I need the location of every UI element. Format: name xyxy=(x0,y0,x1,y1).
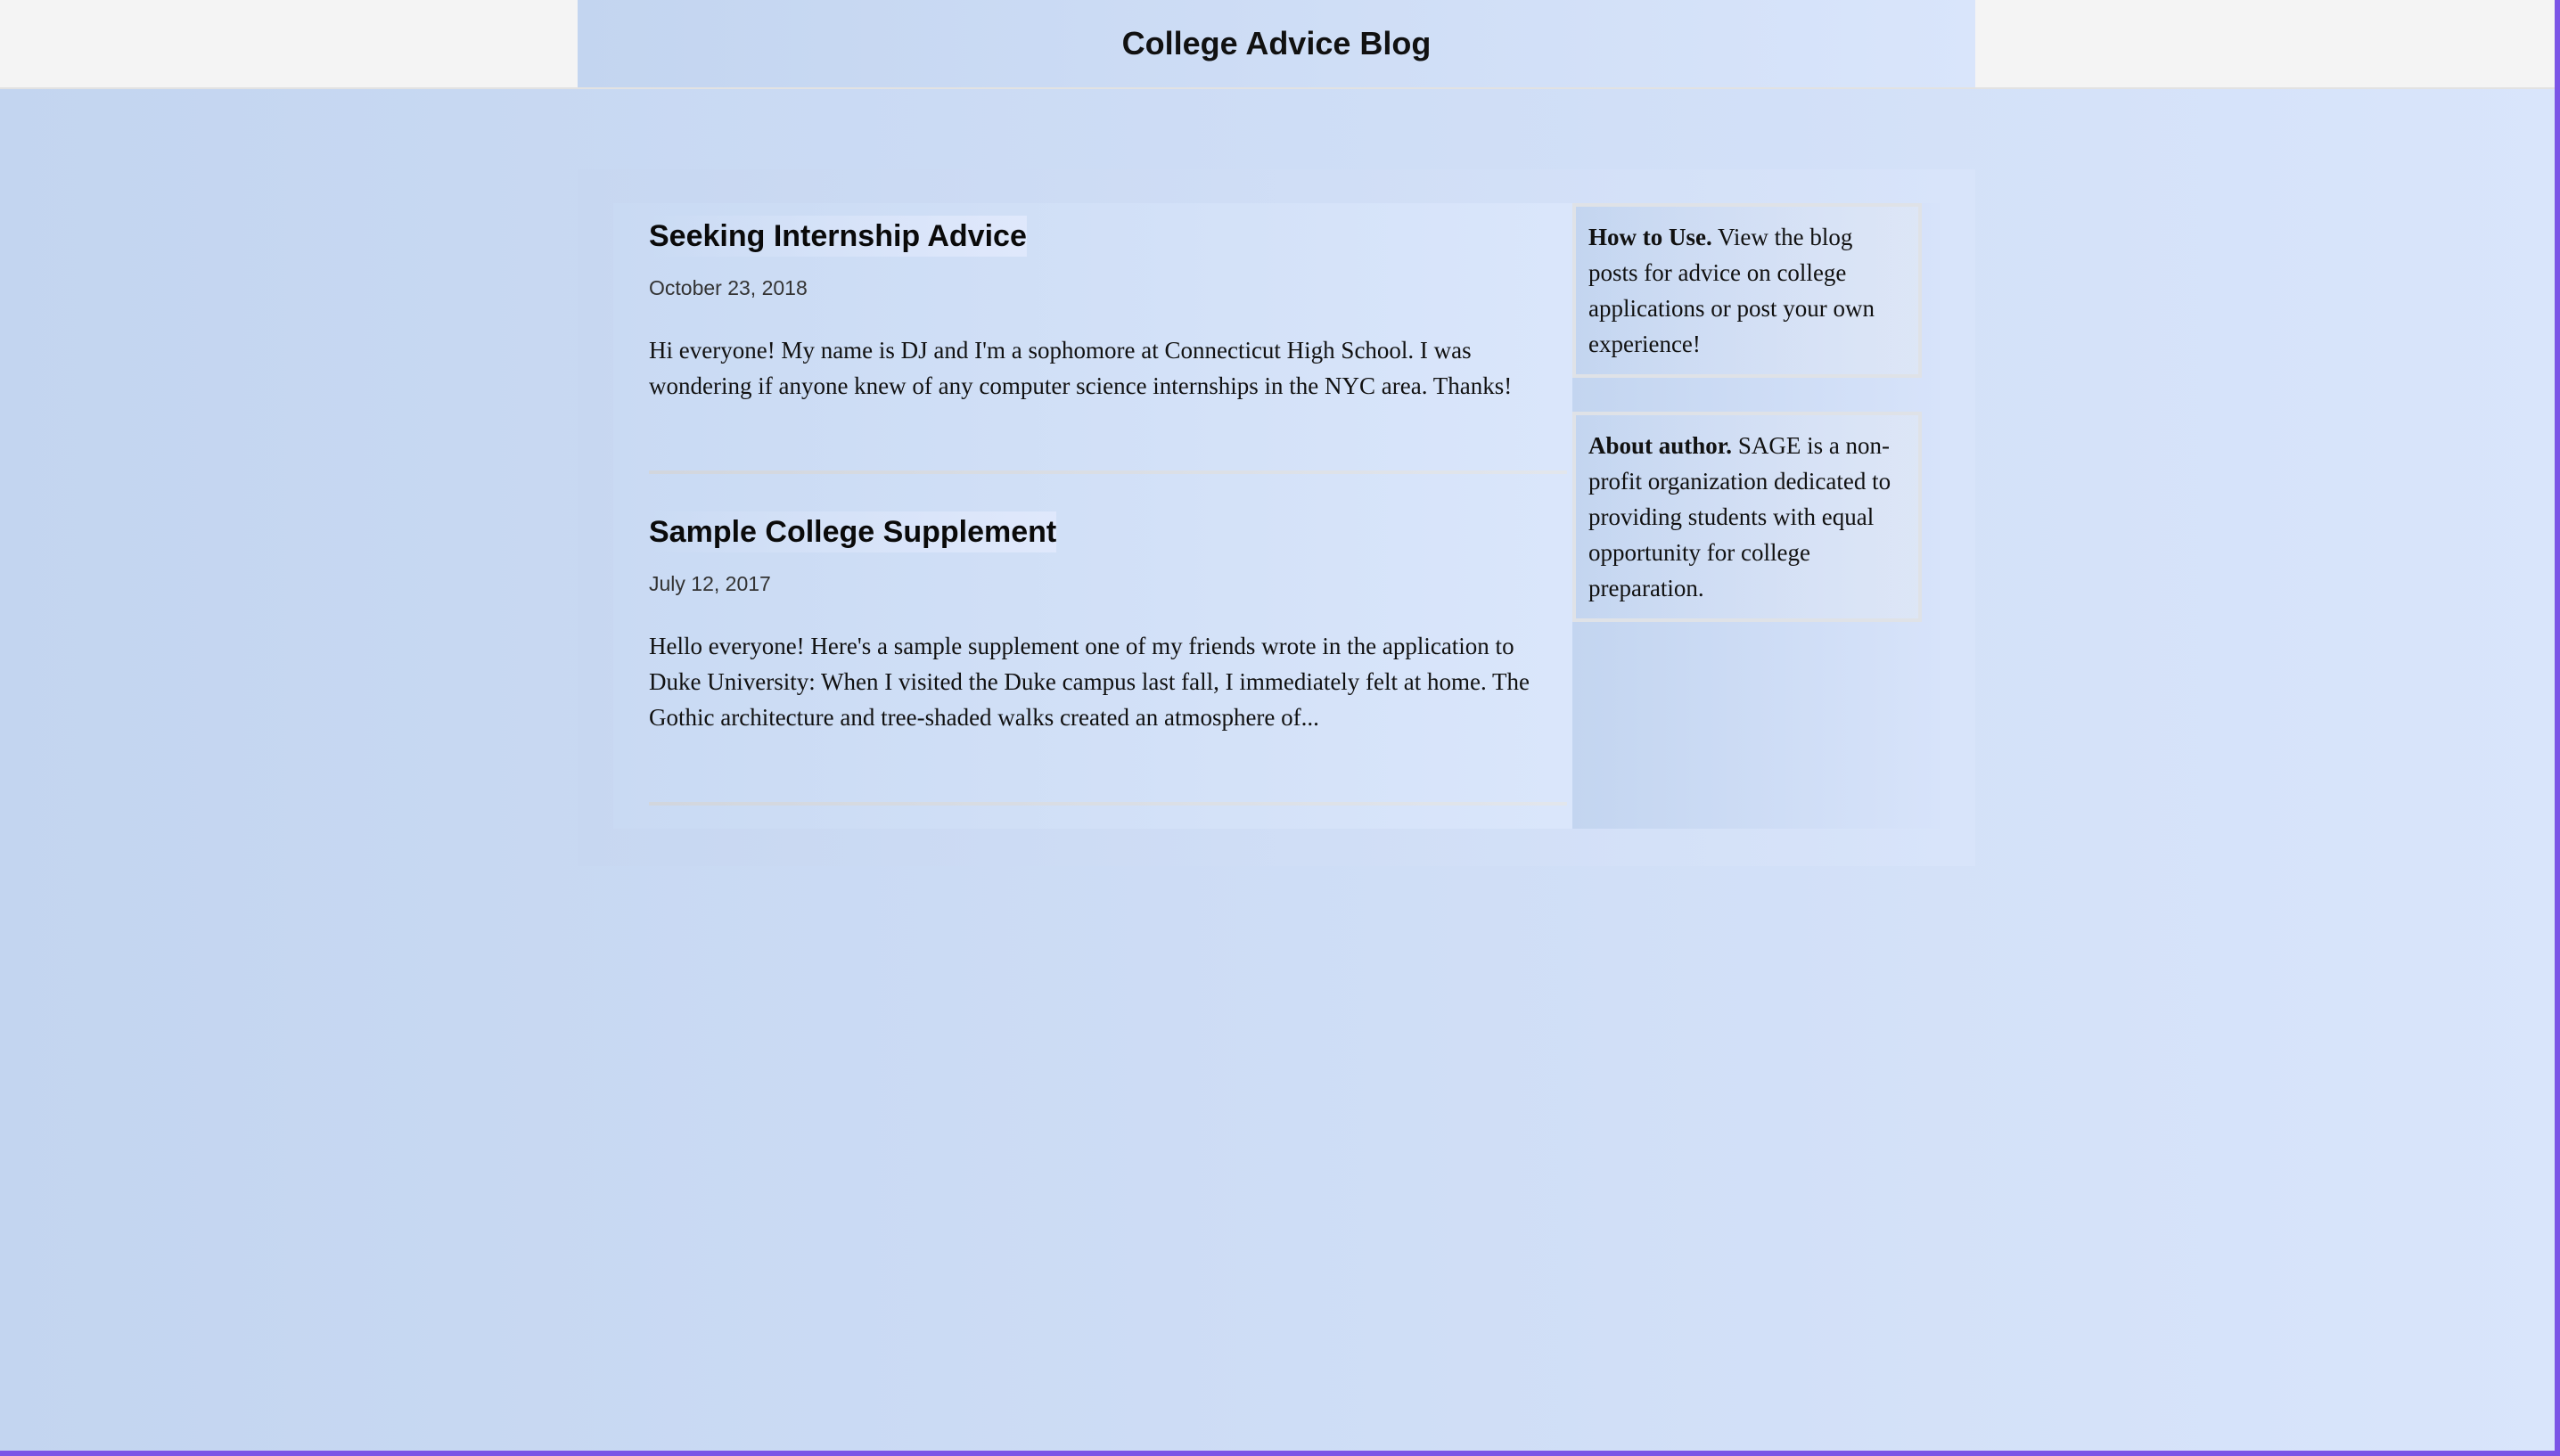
post-date: July 12, 2017 xyxy=(649,572,771,595)
about-author-box xyxy=(1572,412,1922,622)
blog-post xyxy=(649,511,1567,735)
window-right-border xyxy=(2555,0,2560,1456)
post-divider xyxy=(649,802,1567,806)
page-container xyxy=(578,169,1975,866)
how-to-use-box xyxy=(1572,203,1922,378)
site-title[interactable]: College Advice Blog xyxy=(1121,25,1432,61)
about-author-text: SAGE is a non-profit organization dedicated to providing students with equal opportunity for college preparation. xyxy=(1588,432,1891,601)
post-date: October 23, 2018 xyxy=(649,276,808,299)
about-author-heading: About author. xyxy=(1588,432,1733,459)
posts-column xyxy=(613,203,1572,829)
post-title[interactable]: Seeking Internship Advice xyxy=(649,216,1027,257)
how-to-use-text: View the blog posts for advice on college applications or post your own experience! xyxy=(1588,224,1875,357)
post-body: Hello everyone! Here's a sample supplement one of my friends wrote in the application to Duke University: When I visited the Duke campus last fall, I immediately felt at home. The Gothic architecture and tree-shaded walks created an atmosphere of... xyxy=(649,633,1530,731)
blog-post xyxy=(649,216,1567,404)
post-divider xyxy=(649,470,1567,474)
post-body: Hi everyone! My name is DJ and I'm a sophomore at Connecticut High School. I was wondering if anyone knew of any computer science internships in the NYC area. Thanks! xyxy=(649,337,1513,399)
site-header xyxy=(578,0,1975,87)
window-bottom-border xyxy=(0,1451,2560,1456)
sidebar xyxy=(1572,203,1940,829)
how-to-use-heading: How to Use. xyxy=(1588,224,1712,250)
post-title[interactable]: Sample College Supplement xyxy=(649,511,1056,552)
